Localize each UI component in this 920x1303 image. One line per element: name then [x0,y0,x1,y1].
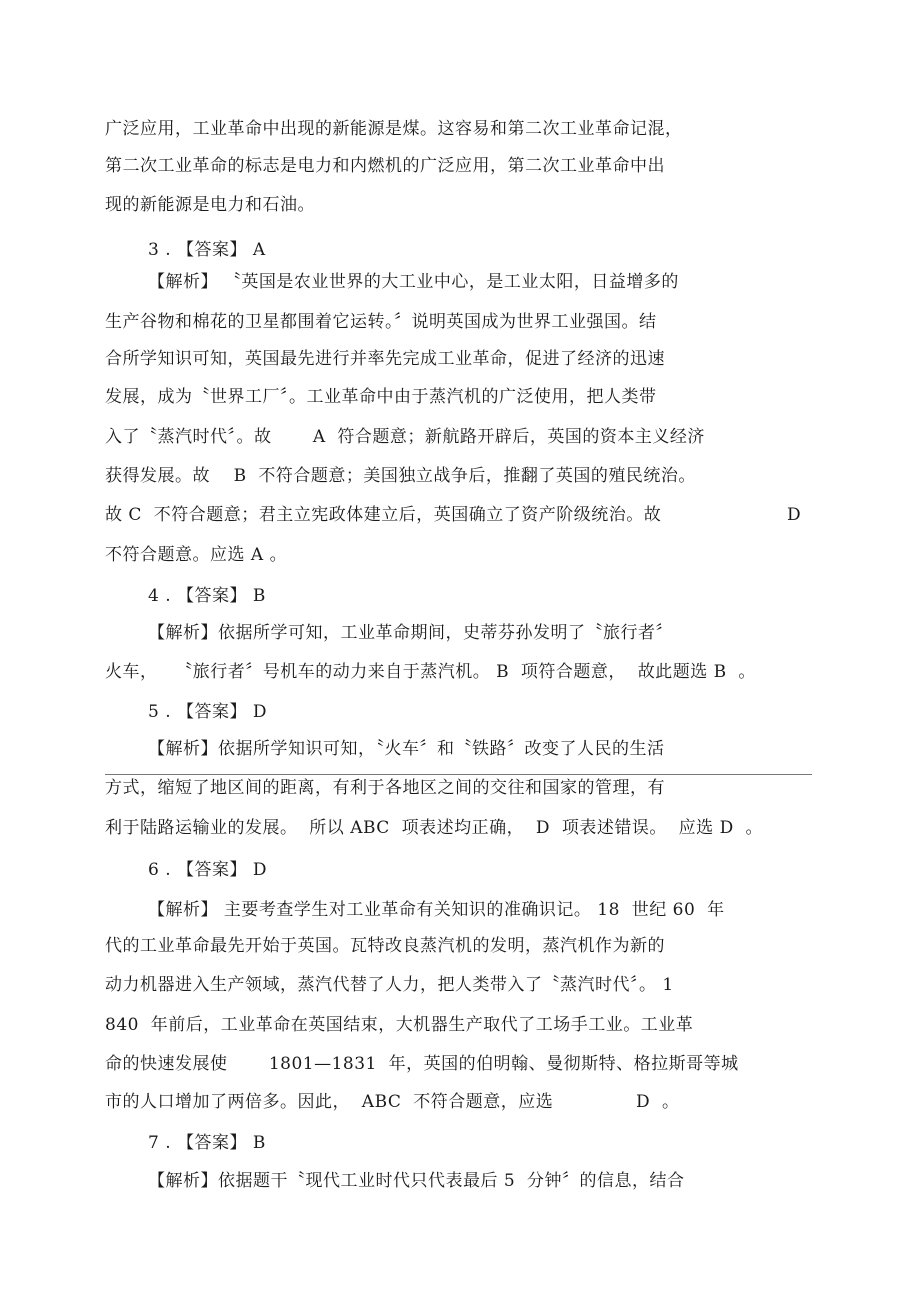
text-line-26-tail: D 。 [636,1092,680,1112]
text-line-22: 代的工业革命最先开始于英国。瓦特改良蒸汽机的发明，蒸汽机作为新的 [105,936,665,956]
text-line-7: 合所学知识可知，英国最先进行并率先完成工业革命，促进了经济的迅速 [105,349,665,369]
text-line-11: 故 C 不符合题意；君主立宪政体建立后，英国确立了资产阶级统治。故 [105,505,662,525]
answer-heading-4: 4 . 【答案】 B [148,586,266,606]
text-line-3: 现的新能源是电力和石油。 [105,195,315,215]
answer-heading-3: 3 . 【答案】 A [148,240,266,260]
text-line-10: 获得发展。故 B 不符合题意；美国独立战争后，推翻了英国的殖民统治。 [105,466,696,486]
text-line-15: 火车， 〝旅行者〞号机车的动力来自于蒸汽机。 B 项符合题意， 故此题选 B 。 [105,662,756,682]
text-line-29: 【解析】依据题干〝现代工业时代只代表最后 5 分钟〞的信息，结合 [148,1171,685,1191]
text-line-12: 不符合题意。应选 A 。 [105,545,288,565]
text-line-26: 市的人口增加了两倍多。因此， ABC 不符合题意，应选 [105,1092,554,1112]
text-line-18: 方式，缩短了地区间的距离，有利于各地区之间的交往和国家的管理，有 [105,778,665,798]
text-line-19: 利于陆路运输业的发展。 所以 ABC 项表述均正确， D 项表述错误。 应选 D 。 [105,818,764,838]
text-line-24: 840 年前后，工业革命在英国结束，大机器生产取代了工场手工业。工业革 [105,1015,694,1035]
text-line-14: 【解析】依据所学可知，工业革命期间，史蒂芬孙发明了〝旅行者〞 [148,623,673,643]
text-line-6: 生产谷物和棉花的卫星都围着它运转。〞说明英国成为世界工业强国。结 [105,312,657,332]
text-line-2: 第二次工业革命的标志是电力和内燃机的广泛应用，第二次工业革命中出 [105,156,665,176]
text-line-1: 广泛应用，工业革命中出现的新能源是煤。这容易和第二次工业革命记混， [105,119,683,139]
text-line-9: 入了〝蒸汽时代〞。故 A 符合题意；新航路开辟后，英国的资本主义经济 [105,427,705,447]
text-line-17: 【解析】依据所学知识可知，〝火车〞和〝铁路〞改变了人民的生活 [148,739,665,759]
text-line-25: 命的快速发展使 1801—1831 年，英国的伯明翰、曼彻斯特、格拉斯哥等城 [105,1054,739,1074]
answer-heading-7: 7 . 【答案】 B [148,1133,266,1153]
text-line-5: 【解析】 〝英国是农业世界的大工业中心，是工业太阳，日益增多的 [148,272,679,292]
answer-heading-5: 5 . 【答案】 D [148,702,268,722]
horizontal-rule [105,774,812,775]
text-line-8: 发展，成为〝世界工厂〞。工业革命中由于蒸汽机的广泛使用，把人类带 [105,387,657,407]
text-line-21: 【解析】 主要考查学生对工业革命有关知识的准确识记。 18 世纪 60 年 [148,900,725,920]
text-line-23: 动力机器进入生产领域，蒸汽代替了人力，把人类带入了〝蒸汽时代〞。 1 [105,975,674,995]
text-line-11-tail: D [787,505,802,525]
answer-heading-6: 6 . 【答案】 D [148,860,268,880]
